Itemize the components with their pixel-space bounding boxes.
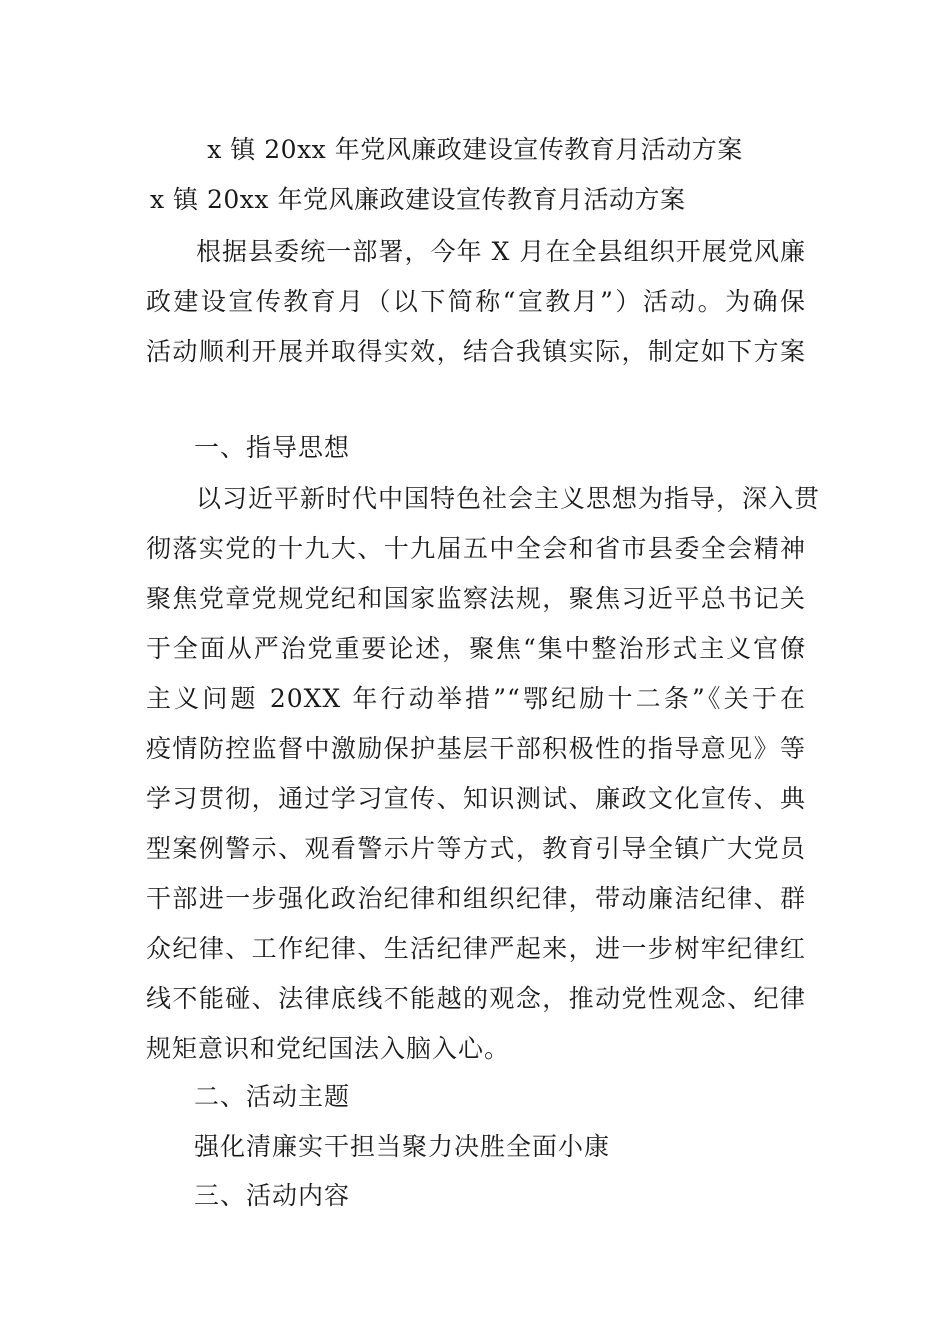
paragraph-line: 干部进一步强化政治纪律和组织纪律，带动廉洁纪律、群	[146, 884, 806, 913]
section-heading-guiding-ideology: 一、指导思想	[194, 433, 351, 462]
paragraph-line: 规矩意识和党纪国法入脑入心。	[146, 1034, 511, 1063]
document-subtitle: x 镇 20xx 年党风廉政建设宣传教育月活动方案	[150, 185, 686, 214]
paragraph-line: 彻落实党的十九大、十九届五中全会和省市县委全会精神	[146, 534, 806, 563]
document-title: x 镇 20xx 年党风廉政建设宣传教育月活动方案	[207, 135, 743, 164]
paragraph-line: 学习贯彻，通过学习宣传、知识测试、廉政文化宣传、典	[146, 784, 806, 813]
paragraph-line: 主义问题 20XX 年行动举措”“鄂纪励十二条”《关于在	[146, 684, 806, 713]
intro-line: 活动顺利开展并取得实效，结合我镇实际，制定如下方案	[146, 337, 806, 366]
activity-theme-text: 强化清廉实干担当聚力决胜全面小康	[194, 1132, 611, 1161]
section-heading-activity-content: 三、活动内容	[194, 1181, 351, 1210]
intro-line: 根据县委统一部署，今年 X 月在全县组织开展党风廉	[196, 237, 806, 266]
paragraph-line: 型案例警示、观看警示片等方式，教育引导全镇广大党员	[146, 834, 806, 863]
paragraph-line: 聚焦党章党规党纪和国家监察法规，聚焦习近平总书记关	[146, 584, 806, 613]
paragraph-line: 众纪律、工作纪律、生活纪律严起来，进一步树牢纪律红	[146, 934, 806, 963]
paragraph-line: 线不能碰、法律底线不能越的观念，推动党性观念、纪律	[146, 984, 806, 1013]
paragraph-line: 以习近平新时代中国特色社会主义思想为指导，深入贯	[196, 484, 821, 513]
section-heading-activity-theme: 二、活动主题	[194, 1082, 351, 1111]
paragraph-line: 疫情防控监督中激励保护基层干部积极性的指导意见》等	[146, 734, 806, 763]
intro-line: 政建设宣传教育月（以下简称“宣教月”）活动。为确保	[146, 287, 806, 316]
paragraph-line: 于全面从严治党重要论述，聚焦“集中整治形式主义官僚	[146, 634, 806, 663]
